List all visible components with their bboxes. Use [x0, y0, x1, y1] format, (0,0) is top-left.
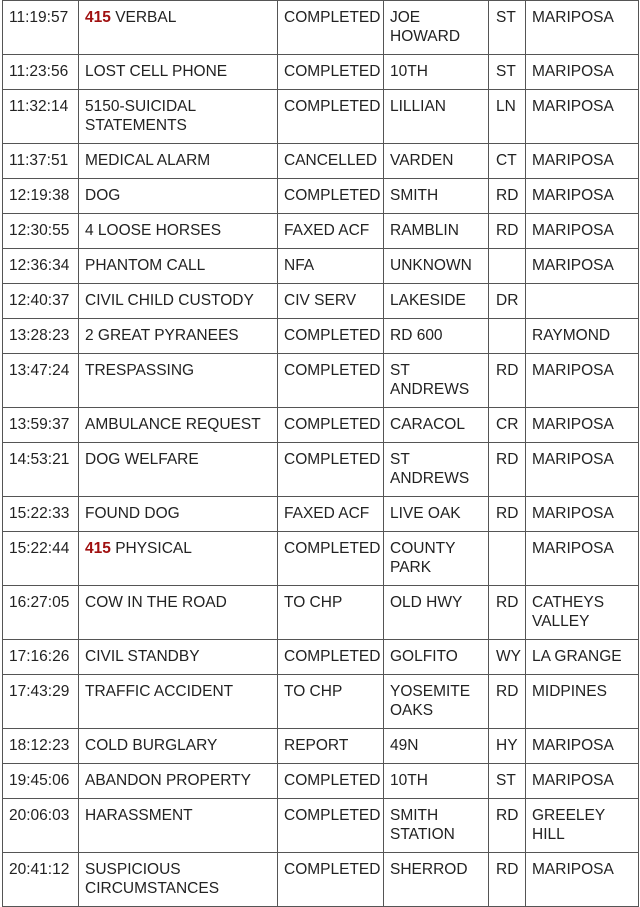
suffix-cell	[489, 319, 526, 354]
city-cell: MARIPOSA	[526, 214, 639, 249]
status-cell: COMPLETED	[278, 443, 384, 497]
city-cell: MARIPOSA	[526, 90, 639, 144]
city-cell: LA GRANGE	[526, 640, 639, 675]
incident-cell: CIVIL STANDBY	[79, 640, 278, 675]
suffix-cell: CT	[489, 144, 526, 179]
street-cell: LIVE OAK	[384, 497, 489, 532]
time-cell: 12:19:38	[3, 179, 79, 214]
suffix-cell: RD	[489, 443, 526, 497]
suffix-cell: ST	[489, 1, 526, 55]
city-cell: MARIPOSA	[526, 764, 639, 799]
street-cell: YOSEMITE OAKS	[384, 675, 489, 729]
city-cell: MARIPOSA	[526, 354, 639, 408]
street-cell: COUNTY PARK	[384, 532, 489, 586]
suffix-cell: HY	[489, 729, 526, 764]
city-cell	[526, 284, 639, 319]
status-cell: CANCELLED	[278, 144, 384, 179]
street-cell: UNKNOWN	[384, 249, 489, 284]
table-row	[3, 90, 639, 144]
incident-code: 415	[85, 540, 111, 557]
table-row	[3, 640, 639, 675]
table-row	[3, 249, 639, 284]
incident-cell: SUSPICIOUS CIRCUMSTANCES	[79, 853, 278, 907]
time-cell: 12:40:37	[3, 284, 79, 319]
incident-cell: TRESPASSING	[79, 354, 278, 408]
incident-code: 415	[85, 9, 111, 26]
suffix-cell: RD	[489, 214, 526, 249]
street-cell: LILLIAN	[384, 90, 489, 144]
table-row	[3, 586, 639, 640]
status-cell: COMPLETED	[278, 354, 384, 408]
street-cell: 10TH	[384, 764, 489, 799]
city-cell: MARIPOSA	[526, 443, 639, 497]
time-cell: 11:32:14	[3, 90, 79, 144]
status-cell: COMPLETED	[278, 853, 384, 907]
city-cell: MARIPOSA	[526, 55, 639, 90]
status-cell: COMPLETED	[278, 764, 384, 799]
table-row	[3, 354, 639, 408]
time-cell: 11:19:57	[3, 1, 79, 55]
suffix-cell: WY	[489, 640, 526, 675]
time-cell: 17:43:29	[3, 675, 79, 729]
street-cell: GOLFITO	[384, 640, 489, 675]
table-row	[3, 729, 639, 764]
status-cell: COMPLETED	[278, 55, 384, 90]
call-log-table	[2, 0, 639, 907]
status-cell: CIV SERV	[278, 284, 384, 319]
suffix-cell: ST	[489, 55, 526, 90]
status-cell: FAXED ACF	[278, 497, 384, 532]
city-cell: MARIPOSA	[526, 1, 639, 55]
street-cell: 49N	[384, 729, 489, 764]
status-cell: COMPLETED	[278, 90, 384, 144]
city-cell: GREELEY HILL	[526, 799, 639, 853]
status-cell: FAXED ACF	[278, 214, 384, 249]
suffix-cell: CR	[489, 408, 526, 443]
suffix-cell: ST	[489, 764, 526, 799]
call-log-body	[3, 1, 639, 907]
incident-cell: LOST CELL PHONE	[79, 55, 278, 90]
street-cell: VARDEN	[384, 144, 489, 179]
incident-cell: PHANTOM CALL	[79, 249, 278, 284]
time-cell: 12:36:34	[3, 249, 79, 284]
call-log	[2, 0, 639, 907]
suffix-cell: RD	[489, 853, 526, 907]
street-cell: RAMBLIN	[384, 214, 489, 249]
incident-cell: 2 GREAT PYRANEES	[79, 319, 278, 354]
time-cell: 15:22:44	[3, 532, 79, 586]
table-row	[3, 799, 639, 853]
table-row	[3, 144, 639, 179]
time-cell: 20:41:12	[3, 853, 79, 907]
status-cell: NFA	[278, 249, 384, 284]
suffix-cell	[489, 249, 526, 284]
time-cell: 20:06:03	[3, 799, 79, 853]
incident-cell: 5150-SUICIDAL STATEMENTS	[79, 90, 278, 144]
status-cell: COMPLETED	[278, 319, 384, 354]
city-cell: MARIPOSA	[526, 249, 639, 284]
incident-text: VERBAL	[115, 9, 177, 26]
incident-cell: DOG WELFARE	[79, 443, 278, 497]
status-cell: COMPLETED	[278, 408, 384, 443]
city-cell: MARIPOSA	[526, 729, 639, 764]
time-cell: 16:27:05	[3, 586, 79, 640]
city-cell: MARIPOSA	[526, 144, 639, 179]
table-row	[3, 55, 639, 90]
table-row	[3, 443, 639, 497]
table-row	[3, 179, 639, 214]
table-row	[3, 214, 639, 249]
city-cell: CATHEYS VALLEY	[526, 586, 639, 640]
incident-cell	[79, 1, 278, 55]
status-cell: TO CHP	[278, 586, 384, 640]
city-cell: MARIPOSA	[526, 497, 639, 532]
suffix-cell	[489, 532, 526, 586]
time-cell: 13:47:24	[3, 354, 79, 408]
table-row	[3, 319, 639, 354]
street-cell: ST ANDREWS	[384, 354, 489, 408]
incident-cell: AMBULANCE REQUEST	[79, 408, 278, 443]
time-cell: 12:30:55	[3, 214, 79, 249]
table-row	[3, 1, 639, 55]
table-row	[3, 764, 639, 799]
incident-cell: MEDICAL ALARM	[79, 144, 278, 179]
street-cell: JOE HOWARD	[384, 1, 489, 55]
time-cell: 19:45:06	[3, 764, 79, 799]
status-cell: COMPLETED	[278, 1, 384, 55]
status-cell: REPORT	[278, 729, 384, 764]
incident-cell: TRAFFIC ACCIDENT	[79, 675, 278, 729]
suffix-cell: RD	[489, 675, 526, 729]
suffix-cell: RD	[489, 179, 526, 214]
street-cell: SMITH STATION	[384, 799, 489, 853]
time-cell: 11:23:56	[3, 55, 79, 90]
table-row	[3, 497, 639, 532]
time-cell: 11:37:51	[3, 144, 79, 179]
status-cell: COMPLETED	[278, 179, 384, 214]
time-cell: 18:12:23	[3, 729, 79, 764]
city-cell: MARIPOSA	[526, 179, 639, 214]
street-cell: ST ANDREWS	[384, 443, 489, 497]
table-row	[3, 853, 639, 907]
incident-cell: DOG	[79, 179, 278, 214]
table-row	[3, 284, 639, 319]
status-cell: COMPLETED	[278, 799, 384, 853]
incident-cell: FOUND DOG	[79, 497, 278, 532]
city-cell: MARIPOSA	[526, 408, 639, 443]
street-cell: RD 600	[384, 319, 489, 354]
incident-cell	[79, 532, 278, 586]
city-cell: MARIPOSA	[526, 532, 639, 586]
table-row	[3, 675, 639, 729]
street-cell: SHERROD	[384, 853, 489, 907]
table-row	[3, 408, 639, 443]
time-cell: 13:28:23	[3, 319, 79, 354]
suffix-cell: DR	[489, 284, 526, 319]
status-cell: COMPLETED	[278, 532, 384, 586]
suffix-cell: RD	[489, 586, 526, 640]
street-cell: LAKESIDE	[384, 284, 489, 319]
time-cell: 13:59:37	[3, 408, 79, 443]
city-cell: MARIPOSA	[526, 853, 639, 907]
street-cell: OLD HWY	[384, 586, 489, 640]
suffix-cell: LN	[489, 90, 526, 144]
time-cell: 17:16:26	[3, 640, 79, 675]
time-cell: 15:22:33	[3, 497, 79, 532]
street-cell: SMITH	[384, 179, 489, 214]
street-cell: CARACOL	[384, 408, 489, 443]
status-cell: TO CHP	[278, 675, 384, 729]
incident-cell: ABANDON PROPERTY	[79, 764, 278, 799]
city-cell: RAYMOND	[526, 319, 639, 354]
city-cell: MIDPINES	[526, 675, 639, 729]
street-cell: 10TH	[384, 55, 489, 90]
incident-cell: COW IN THE ROAD	[79, 586, 278, 640]
suffix-cell: RD	[489, 799, 526, 853]
suffix-cell: RD	[489, 354, 526, 408]
incident-cell: 4 LOOSE HORSES	[79, 214, 278, 249]
table-row	[3, 532, 639, 586]
suffix-cell: RD	[489, 497, 526, 532]
incident-cell: COLD BURGLARY	[79, 729, 278, 764]
incident-cell: HARASSMENT	[79, 799, 278, 853]
incident-text: PHYSICAL	[115, 540, 192, 557]
status-cell: COMPLETED	[278, 640, 384, 675]
time-cell: 14:53:21	[3, 443, 79, 497]
incident-cell: CIVIL CHILD CUSTODY	[79, 284, 278, 319]
